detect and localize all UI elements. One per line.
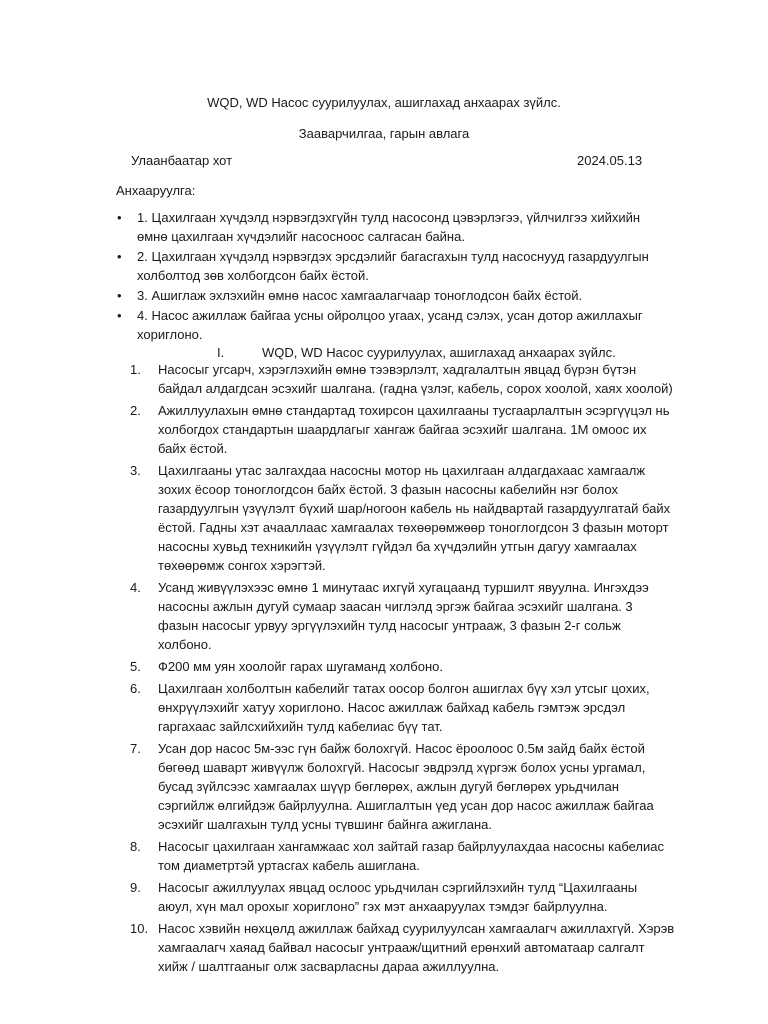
warning-list bbox=[117, 208, 657, 345]
item-number: 6. bbox=[130, 681, 141, 696]
item-number: 9. bbox=[130, 880, 141, 895]
warning-item bbox=[117, 286, 657, 305]
instruction-item bbox=[130, 657, 675, 676]
item-text: Насосыг ажиллуулах явцад ослоос урьдчилан сэргийлэхийн тулд “Цахилгааны аюул, хүн мал орохыг хориглоно” гэх мэт анхааруулах тэмдэг байрлуулна. bbox=[158, 880, 638, 914]
instruction-item bbox=[130, 919, 675, 976]
item-text: Цахилгаан холболтын кабелийг татах оосор болгон ашиглах бүү хэл утсыг цохих, өнхрүүлэхийг хатуу хориглоно. Насос ажиллаж байхад кабель гэмтэж эрсдэл гаргахаас зайлсхийхийн тулд кабелиас бүү тат. bbox=[158, 681, 650, 734]
item-number: 5. bbox=[130, 659, 141, 674]
item-number: 8. bbox=[130, 839, 141, 854]
warning-text: 3. Ашиглаж эхлэхийн өмнө насос хамгаалагчаар тоноглодсон байх ёстой. bbox=[137, 288, 583, 303]
instruction-item bbox=[130, 578, 675, 654]
instruction-item bbox=[130, 739, 675, 834]
document-title: WQD, WD Насос суурилуулах, ашиглахад анхаарах зүйлс. bbox=[207, 95, 561, 110]
warning-text: 1. Цахилгаан хүчдэлд нэрвэгдэхгүйн тулд насосонд цэвэрлэгээ, үйлчилгээ хийхийн өмнө цахилгаан хүчдэлийг насосноос салгасан байна. bbox=[137, 210, 641, 244]
warning-text: 2. Цахилгаан хүчдэлд нэрвэгдэх эрсдэлийг багасгахын тулд насоснууд газардуулгын холболтод зөв холбогдсон байх ёстой. bbox=[137, 249, 649, 283]
item-text: Усан дор насос 5м-ээс гүн байж болохгүй. Насос ёроолоос 0.5м зайд байх ёстой бөгөөд шаварт живүүлж болохгүй. Насосыг эвдрэлд хүргэж болох усны ургамал, бусад зүйлсээс хамгаалах шүүр бөглөрөх, ажлын дугуй бөглөрөх урьдчилан сэргийлж өлгийдэж байрлуулна. Ашиглалтын үед усан дор насос ажиллаж байгаа эсэхийг шалгахын тулд усны түвшинг байнга ажиглана. bbox=[158, 741, 654, 832]
section-title: WQD, WD Насос суурилуулах, ашиглахад анхаарах зүйлс. bbox=[262, 345, 616, 360]
date-label: 2024.05.13 bbox=[577, 153, 643, 168]
document-subtitle: Зааварчилгаа, гарын авлага bbox=[298, 126, 470, 141]
item-number: 10. bbox=[130, 921, 149, 936]
item-text: Цахилгааны утас залгахдаа насосны мотор нь цахилгаан алдагдахаас хамгаалж зохих ёсоор тоноглогдсон байх ёстой. 3 фазын насосны кабелийн нэг болох газардуулгын үзүүлэлт бүхий шар/ногоон кабель нь найдвартай газардуулгатай байх ёстой. Гадны хэт ачааллаас хамгаалах төхөөрөмжөөр тоноглогдсон 3 фазын моторт насосны хувьд техникийн үзүүлэлт гүйдэл ба хүчдэлийн утгын дагуу хамгаалах төхөөрөмж сонгох хэрэгтэй. bbox=[158, 463, 671, 573]
item-number: 1. bbox=[130, 362, 141, 377]
instruction-item bbox=[130, 401, 675, 458]
item-number: 7. bbox=[130, 741, 141, 756]
warning-text: 4. Насос ажиллаж байгаа усны ойролцоо угаах, усанд сэлэх, усан дотор ажиллахыг хориглоно. bbox=[137, 308, 643, 342]
item-number: 3. bbox=[130, 463, 141, 478]
instruction-item bbox=[130, 878, 675, 916]
bullet-icon: • bbox=[117, 308, 122, 323]
item-text: Насосыг угсарч, хэрэглэхийн өмнө тээвэрлэлт, хадгалалтын явцад бүрэн бүтэн байдал алдагдсан эсэхийг шалгана. (гадна үзлэг, кабель, сорох хоолой, хаях хоолой) bbox=[158, 362, 673, 396]
instruction-list bbox=[130, 360, 675, 979]
item-text: Ф200 мм уян хоолойг гарах шугаманд холбоно. bbox=[158, 659, 443, 674]
warning-item bbox=[117, 247, 657, 285]
item-text: Усанд живүүлэхээс өмнө 1 минутаас ихгүй хугацаанд туршилт явуулна. Ингэхдээ насосны ажлын дугуй сумаар заасан чиглэлд эргэж байгаа эсэхийг шалгана. 3 фазын насосыг урвуу эргүүлэхийн тулд насосыг унтрааж, 3 фазын 2-г сольж холбоно. bbox=[158, 580, 649, 652]
section-number: I. bbox=[217, 345, 225, 360]
instruction-item bbox=[130, 679, 675, 736]
instruction-item bbox=[130, 461, 675, 575]
warning-item bbox=[117, 208, 657, 246]
city-label: Улаанбаатар хот bbox=[131, 153, 233, 168]
warning-heading: Анхааруулга: bbox=[116, 183, 196, 198]
item-number: 2. bbox=[130, 403, 141, 418]
instruction-item bbox=[130, 837, 675, 875]
item-text: Ажиллуулахын өмнө стандартад тохирсон цахилгааны тусгаарлалтын эсэргүүцэл нь холбогдох стандартын шаардлагыг хангаж байгаа эсэхийг шалгана. 1М омоос их байх ёстой. bbox=[158, 403, 670, 456]
warning-item bbox=[117, 306, 657, 344]
bullet-icon: • bbox=[117, 210, 122, 225]
item-number: 4. bbox=[130, 580, 141, 595]
bullet-icon: • bbox=[117, 249, 122, 264]
instruction-item bbox=[130, 360, 675, 398]
item-text: Насосыг цахилгаан хангамжаас хол зайтай газар байрлуулахдаа насосны кабелиас том диаметртэй уртасгах кабель ашиглана. bbox=[158, 839, 665, 873]
bullet-icon: • bbox=[117, 288, 122, 303]
item-text: Насос хэвийн нөхцөлд ажиллаж байхад суурилуулсан хамгаалагч ажиллахгүй. Хэрэв хамгаалагч хаяад байвал насосыг унтрааж/щитний ерөнхий автоматаар салгалт хийж / шалтгааныг олж засварласны дараа ажиллуулна. bbox=[158, 921, 675, 974]
